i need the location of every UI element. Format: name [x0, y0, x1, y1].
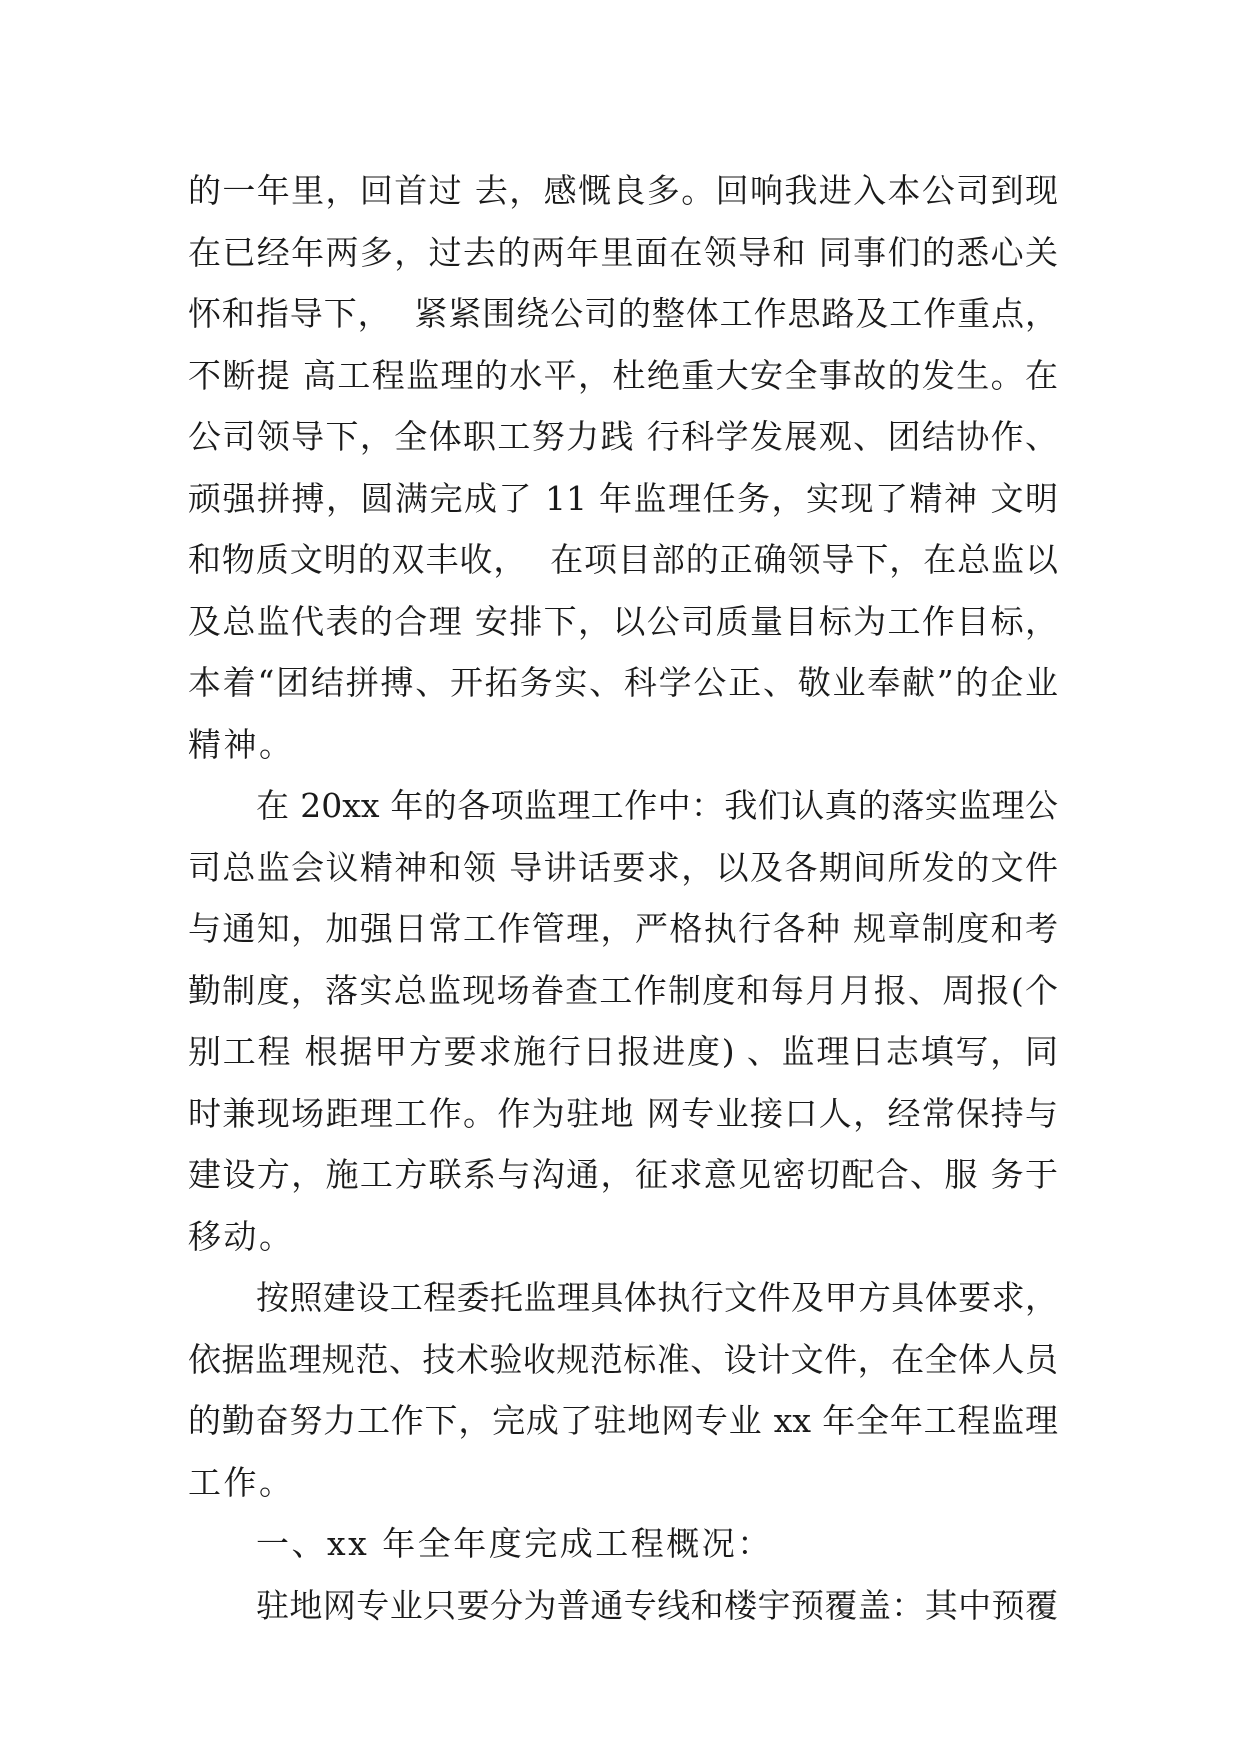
text-line: 的勤奋努力工作下，完成了驻地网专业 xx 年全年工程监理 [188, 1401, 1058, 1440]
text-line: 公司领导下，全体职工努力践 行科学发展观、团结协作、 [188, 417, 1058, 456]
text-line: 顽强拼搏，圆满完成了 11 年监理任务，实现了精神 文明 [188, 478, 1058, 518]
text-line: 移动。 [188, 1216, 295, 1256]
text-line: 勤制度，落实总监现场眷查工作制度和每月月报、周报(个 [188, 970, 1058, 1010]
paragraph-1 [188, 160, 1058, 775]
text-line: 别工程 根据甲方要求施行日报进度) 、监理日志填写，同 [188, 1032, 1058, 1071]
paragraph-2 [188, 775, 1058, 1267]
text-line: 驻地网专业只要分为普通专线和楼宇预覆盖：其中预覆 [256, 1585, 1058, 1625]
text-line: 与通知，加强日常工作管理，严格执行各种 规章制度和考 [188, 909, 1058, 948]
text-line: 一、xx 年全年度完成工程概况： [256, 1524, 773, 1563]
text-line: 不断提 高工程监理的水平，杜绝重大安全事故的发生。在 [188, 355, 1058, 395]
text-line: 精神。 [188, 724, 295, 764]
document-body [188, 160, 1058, 1636]
text-line: 依据监理规范、技术验收规范标准、设计文件，在全体人员 [188, 1339, 1058, 1379]
text-line: 时兼现场距理工作。作为驻地 网专业接口人，经常保持与 [188, 1093, 1058, 1133]
text-line: 在已经年两多，过去的两年里面在领导和 同事们的悉心关 [188, 232, 1058, 272]
text-line: 工作。 [188, 1462, 295, 1502]
text-line: 司总监会议精神和领 导讲话要求，以及各期间所发的文件 [188, 847, 1058, 887]
text-line: 和物质文明的双丰收， 在项目部的正确领导下，在总监以 [188, 540, 1058, 579]
text-line: 在 20xx 年的各项监理工作中：我们认真的落实监理公 [256, 786, 1058, 825]
section-heading [188, 1513, 1058, 1575]
text-line: 按照建设工程委托监理具体执行文件及甲方具体要求， [256, 1278, 1058, 1317]
text-line: 怀和指导下， 紧紧围绕公司的整体工作思路及工作重点， [188, 294, 1058, 333]
text-line: 本着“团结拼搏、开拓务实、科学公正、敬业奉献”的企业 [188, 663, 1058, 702]
paragraph-5 [188, 1575, 1058, 1637]
text-line: 建设方，施工方联系与沟通，征求意见密切配合、服 务于 [188, 1155, 1058, 1194]
text-line: 及总监代表的合理 安排下，以公司质量目标为工作目标， [188, 601, 1058, 641]
text-line: 的一年里，回首过 去，感慨良多。回响我进入本公司到现 [188, 171, 1058, 210]
paragraph-3 [188, 1267, 1058, 1513]
